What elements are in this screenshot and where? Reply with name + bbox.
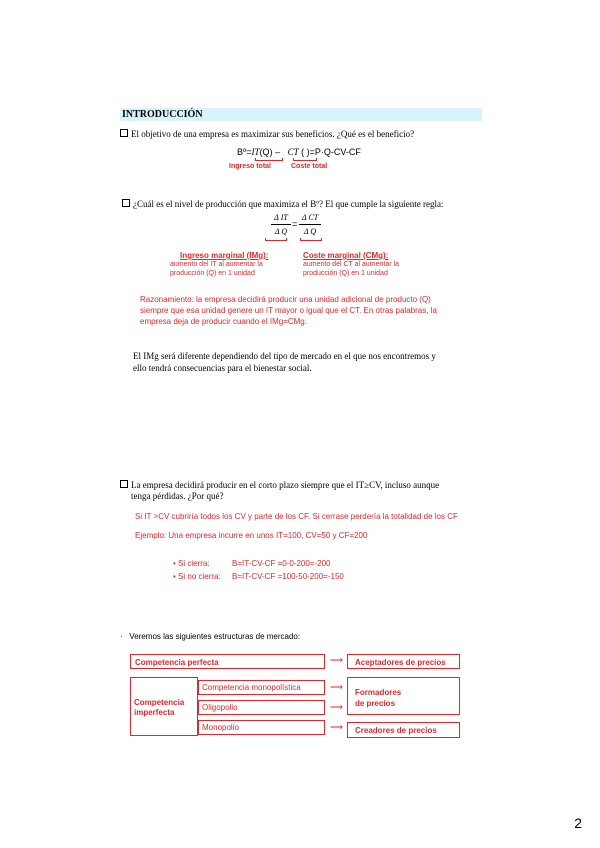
- cmg-brace: [300, 238, 322, 241]
- box-perfect-competition: Competencia perfecta: [130, 654, 325, 669]
- case-open: • Si no cierra:: [173, 572, 221, 581]
- box-oligopoly: Oligopolio: [198, 700, 325, 715]
- reasoning-line-3: empresa deja de producir cuando el IMg=CMg.: [140, 317, 307, 326]
- example-text: Ejemplo: Una empresa incurre en unos IT=100, CV=50 y CF=200: [135, 531, 368, 540]
- formula-ct: CT: [287, 147, 299, 157]
- reasoning-line-1: Razonamiento: la empresa decidirá producir una unidad adicional de producto (Q): [140, 295, 431, 304]
- markets-intro-text: Veremos las siguientes estructuras de mercado:: [129, 632, 301, 641]
- reasoning-line-2: siempre que esa unidad genere un IT mayor o igual que el CT. En otras palabras, la: [140, 306, 437, 315]
- fraction-2-num: Δ CT: [301, 213, 319, 222]
- imperfect-label-1: Competencia: [134, 698, 185, 707]
- img-desc-2: producción (Q) en 1 unidad: [170, 270, 255, 277]
- img-brace: [265, 238, 287, 241]
- formula-ct-q: ( ): [301, 147, 310, 157]
- paragraph-objective-text: El objetivo de una empresa es maximizar sus beneficios. ¿Qué es el beneficio?: [131, 129, 415, 139]
- checkbox-bullet-icon: [122, 199, 130, 207]
- img-desc-1: aumento del IT al aumentar la: [170, 261, 263, 268]
- paragraph-short-run-line-2: tenga pérdidas. ¿Por qué?: [131, 491, 224, 501]
- fraction-1-num: Δ IT: [274, 213, 288, 222]
- case-close-value: B=IT-CV-CF =0-0-200=-200: [232, 559, 331, 568]
- ct-brace: [293, 158, 317, 161]
- formula-minus: –: [272, 147, 281, 157]
- case-close: • Si cierra:: [173, 559, 210, 568]
- fraction-1-den: Δ Q: [274, 227, 288, 236]
- formula-lhs: Bº=: [237, 147, 252, 157]
- arrow-right-icon: ⟶: [330, 655, 343, 665]
- box-imperfect-competition: [130, 677, 198, 736]
- img-note-line-1: El IMg será diferente dependiendo del tipo de mercado en el que nos encontremos y: [133, 351, 436, 361]
- box-monopoly: Monopolio: [198, 720, 325, 735]
- box-monopolistic: Competencia monopolística: [198, 680, 325, 695]
- why-explanation: Si IT >CV cubriría todos los CV y parte de los CF. Si cerrase perdería la totalidad de los CF: [135, 512, 458, 521]
- formers-label-1: Formadores: [355, 688, 402, 697]
- case-open-label: Si no cierra:: [178, 572, 221, 581]
- paragraph-production-text: ¿Cuál es el nivel de producción que maximiza el Bº? El que cumple la siguiente regla:: [133, 199, 444, 209]
- markets-intro: · Veremos las siguientes estructuras de mercado:: [120, 632, 301, 641]
- arrow-right-icon: ⟶: [330, 702, 343, 712]
- checkbox-bullet-icon: [120, 480, 128, 488]
- fraction-1-line: [271, 224, 291, 225]
- label-coste-total: Coste total: [291, 163, 328, 170]
- paragraph-production: [122, 198, 443, 210]
- section-title: INTRODUCCIÓN: [122, 109, 203, 120]
- imperfect-label-2: imperfecta: [134, 708, 175, 717]
- fraction-2-den: Δ Q: [303, 227, 317, 236]
- box-price-takers: Aceptadores de precios: [347, 654, 460, 669]
- cmg-desc-2: producción (Q) en 1 unidad: [303, 270, 388, 277]
- paragraph-short-run-text: La empresa decidirá producir en el corto plazo siempre que el IT≥CV, incluso aunque: [131, 480, 440, 490]
- it-brace: [255, 158, 283, 161]
- case-open-value: B=IT-CV-CF =100-50-200=-150: [232, 572, 344, 581]
- checkbox-bullet-icon: [120, 129, 128, 137]
- label-ingreso-total: Ingreso total: [229, 163, 272, 170]
- fraction-equals: =: [292, 219, 298, 229]
- arrow-right-icon: ⟶: [330, 682, 343, 692]
- formula-it: IT: [251, 147, 260, 157]
- formula-q: (Q): [259, 147, 273, 157]
- paragraph-objective: [120, 128, 414, 140]
- page-number: 2: [574, 815, 582, 831]
- formula-rest: =P·Q-CV-CF: [309, 147, 361, 157]
- box-price-makers: Creadores de precios: [347, 722, 460, 738]
- case-close-label: Si cierra:: [178, 559, 210, 568]
- img-title: Ingreso marginal (IMg):: [180, 251, 269, 260]
- cmg-title: Coste marginal (CMg):: [303, 251, 389, 260]
- formers-label-2: de precios: [355, 699, 396, 708]
- cmg-desc-1: aumento del CT al aumentar la: [303, 261, 399, 268]
- arrow-right-icon: ⟶: [330, 722, 343, 732]
- fraction-2-line: [299, 224, 321, 225]
- profit-formula: [237, 146, 361, 158]
- box-price-formers: [347, 677, 460, 715]
- img-note-line-2: ello tendrá consecuencias para el bienestar social.: [133, 363, 312, 373]
